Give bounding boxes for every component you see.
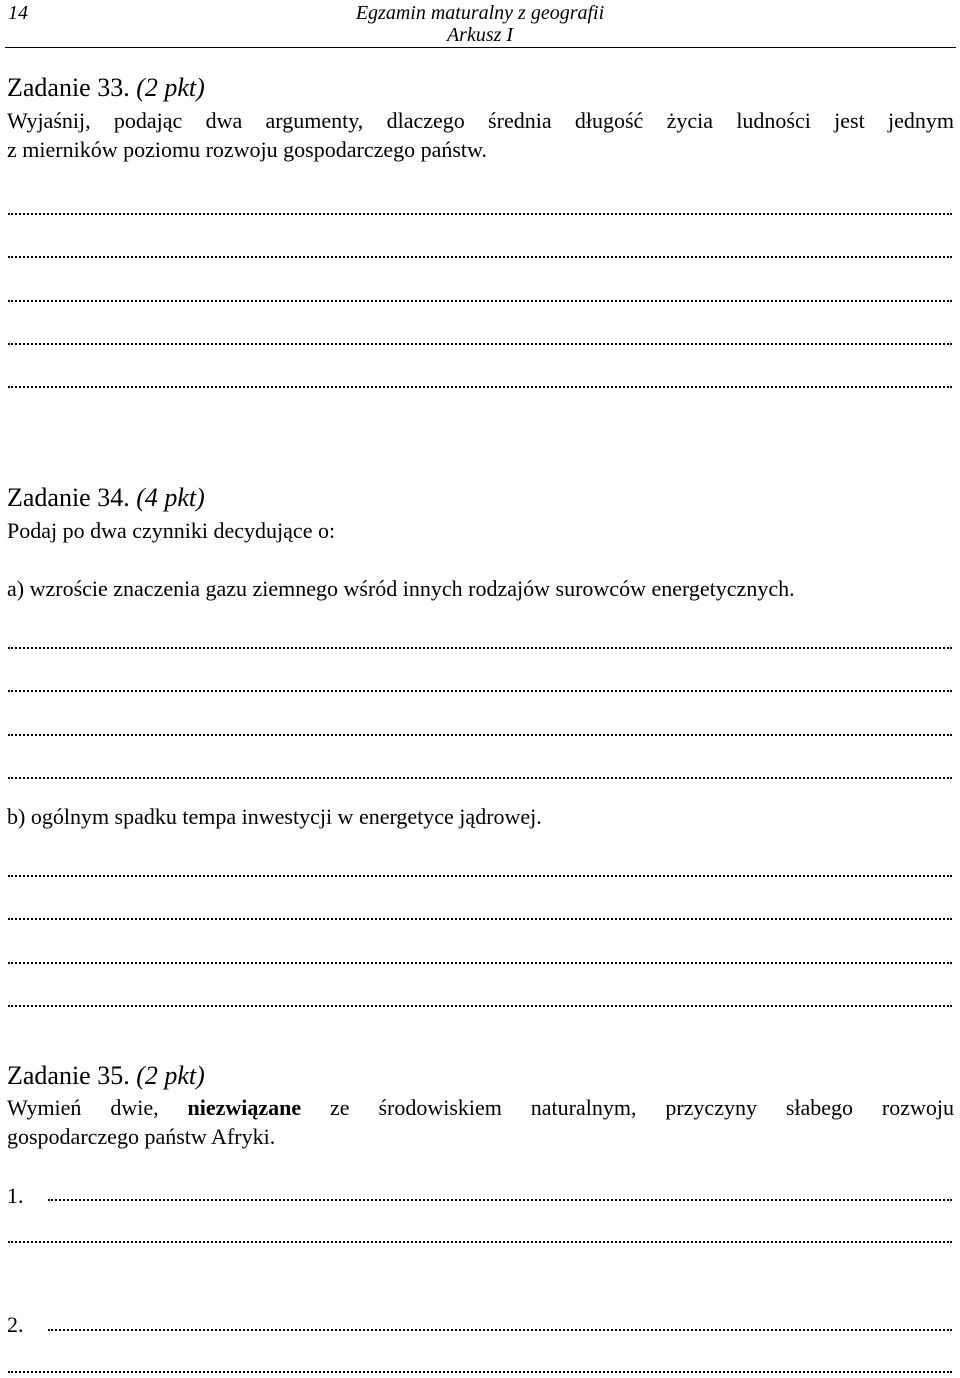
header-rule — [5, 47, 956, 48]
task34-points: (4 pkt) — [136, 483, 205, 512]
task34-part-a: a) wzroście znaczenia gazu ziemnego wśród innych rodzajów surowców energetycznych. — [7, 576, 795, 601]
answer-line[interactable] — [8, 647, 952, 649]
task35-line2: gospodarczego państw Afryki. — [7, 1124, 276, 1149]
answer-line[interactable] — [8, 1005, 952, 1007]
task35-line1-before: Wymień dwie, — [7, 1095, 159, 1120]
answer-line[interactable] — [8, 386, 952, 388]
answer-line[interactable] — [8, 256, 952, 258]
answer-line[interactable] — [8, 777, 952, 779]
task34-intro: Podaj po dwa czynniki decydujące o: — [7, 518, 336, 543]
task34-part-b: b) ogólnym spadku tempa inwestycji w energetyce jądrowej. — [7, 804, 542, 829]
task35-emphasis: niezwiązane — [187, 1095, 302, 1120]
answer-line[interactable] — [8, 1241, 952, 1243]
task33-heading — [7, 73, 205, 103]
task35-heading — [7, 1061, 205, 1091]
answer-line[interactable] — [48, 1329, 952, 1331]
task33-line2: z mierników poziomu rozwoju gospodarczego państw. — [7, 137, 488, 162]
task33-title: Zadanie 33. — [7, 73, 130, 102]
task35-line1 — [7, 1095, 954, 1121]
answer-line[interactable] — [8, 343, 952, 345]
task33-line1: Wyjaśnij, podając dwa argumenty, dlaczego średnia długość życia ludności jest jednym — [7, 108, 954, 133]
answer-line[interactable] — [8, 918, 952, 920]
task35-line1-after: ze środowiskiem naturalnym, przyczyny słabego rozwoju — [330, 1095, 955, 1120]
answer-line[interactable] — [8, 213, 952, 215]
task34-heading — [7, 483, 205, 513]
answer-line[interactable] — [8, 875, 952, 877]
item-number-2: 2. — [7, 1312, 24, 1337]
item-number-1: 1. — [7, 1183, 24, 1208]
answer-line[interactable] — [8, 300, 952, 302]
answer-line[interactable] — [8, 962, 952, 964]
answer-line[interactable] — [8, 1371, 952, 1373]
exam-title: Egzamin maturalny z geografii — [355, 2, 605, 24]
answer-line[interactable] — [48, 1199, 952, 1201]
task35-points: (2 pkt) — [136, 1061, 205, 1090]
task34-title: Zadanie 34. — [7, 483, 130, 512]
answer-line[interactable] — [8, 734, 952, 736]
sheet-label: Arkusz I — [446, 24, 514, 46]
page-number: 14 — [8, 2, 28, 24]
task35-title: Zadanie 35. — [7, 1061, 130, 1090]
task33-points: (2 pkt) — [136, 73, 205, 102]
answer-line[interactable] — [8, 690, 952, 692]
